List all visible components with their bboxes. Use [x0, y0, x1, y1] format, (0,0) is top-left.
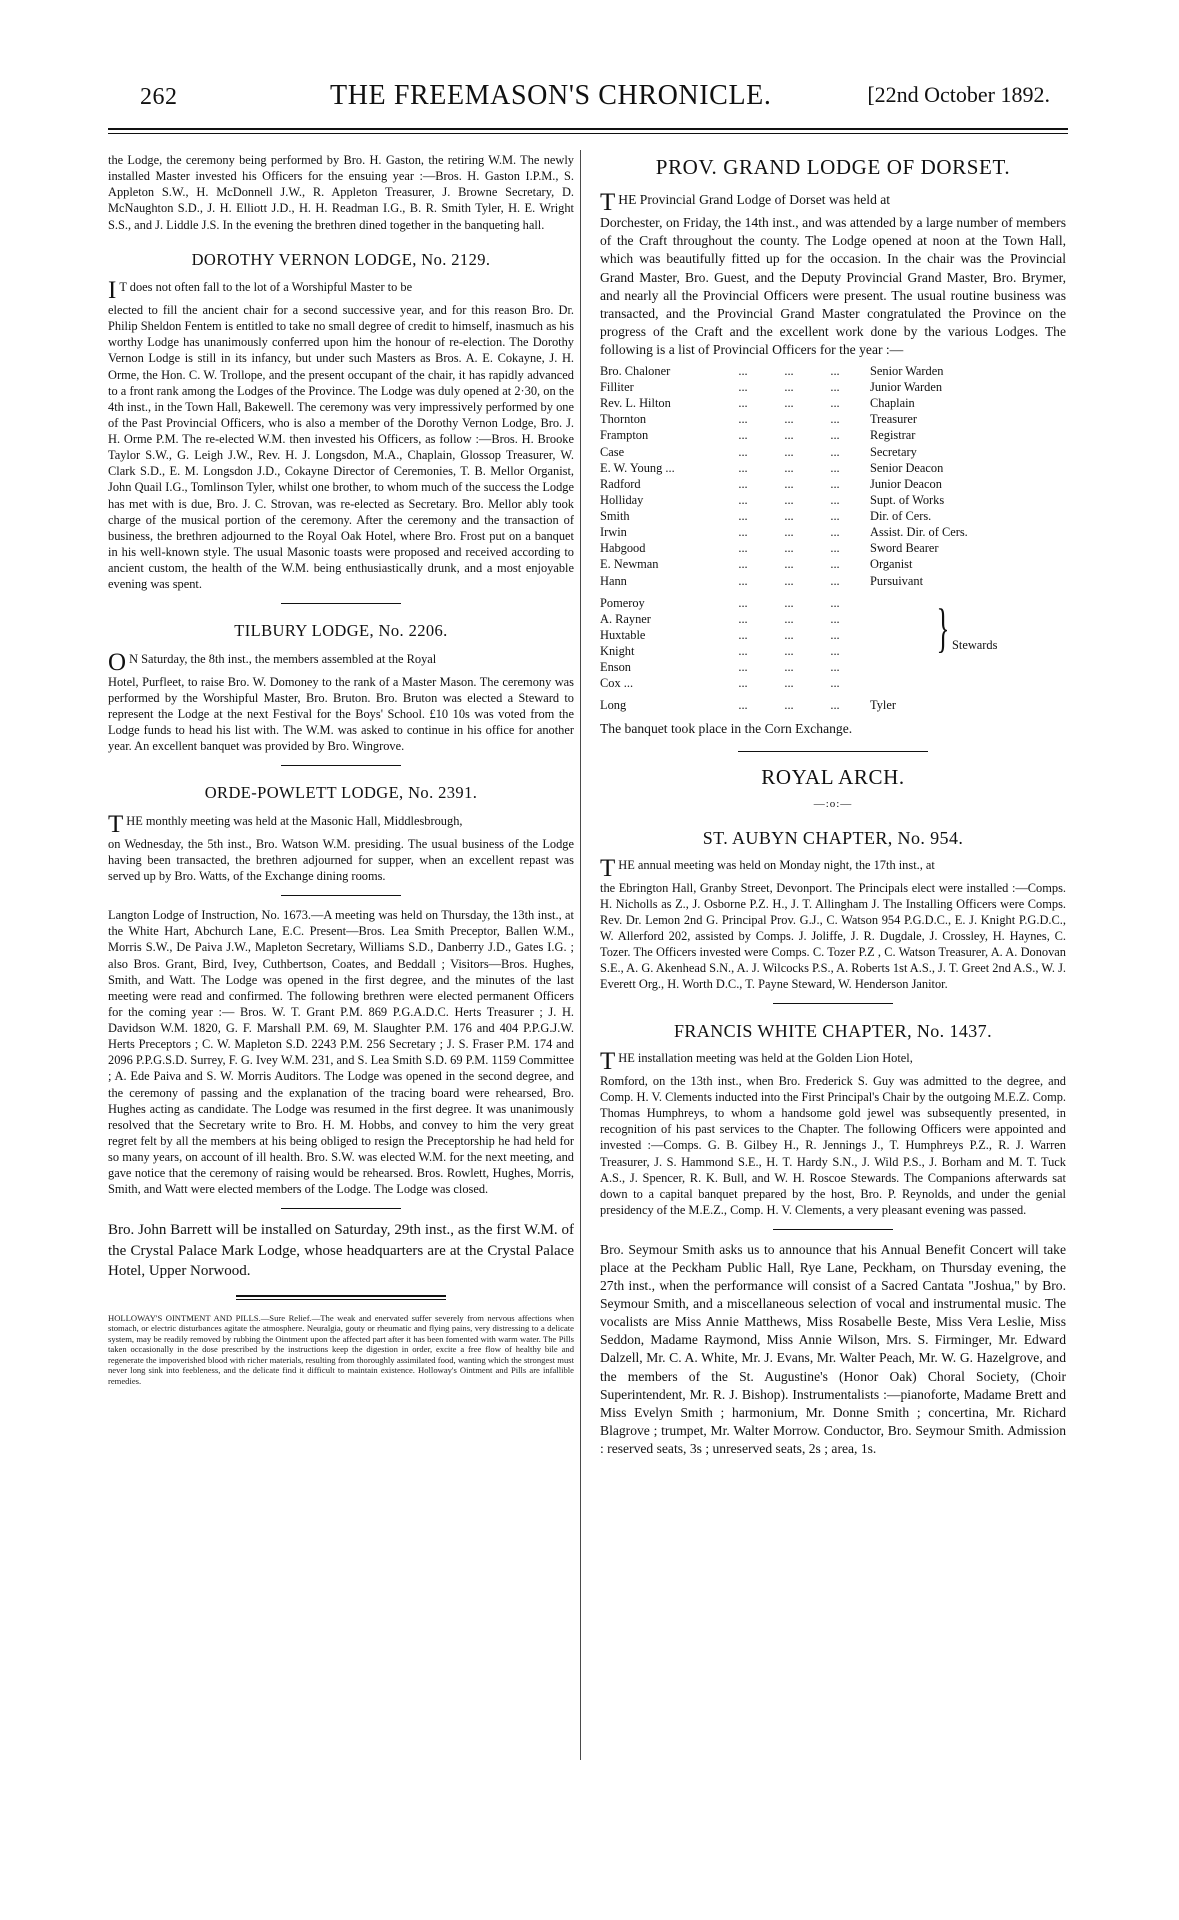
tyler-table [600, 697, 1066, 713]
section-divider [281, 765, 401, 766]
section-divider [281, 603, 401, 604]
section-heading-francis-white-chapter: FRANCIS WHITE CHAPTER, No. 1437. [674, 1021, 992, 1042]
dots: ... [784, 428, 794, 443]
dots: ... [830, 644, 840, 659]
drop-cap: T [108, 810, 124, 838]
dots: ... [784, 698, 794, 713]
officer-name: E. Newman [600, 557, 659, 572]
drop-cap: T [600, 189, 616, 217]
dots: ... [738, 595, 748, 610]
dots: ... [784, 611, 794, 626]
officer-role: Secretary [870, 444, 917, 459]
steward-brace: } [936, 597, 950, 658]
dots: ... [830, 460, 840, 475]
left-column [108, 152, 574, 1389]
officer-role: Organist [870, 557, 913, 572]
section-heading-orde-powlett: ORDE-POWLETT LODGE, No. 2391. [204, 783, 478, 803]
officer-role: Supt. of Works [870, 492, 945, 507]
dots: ... [784, 525, 794, 540]
dots: ... [738, 444, 748, 459]
dorothy-vernon-body: elected to fill the ancient chair for a second successive year, and for this reason Bro. Dr. Philip Sheldon Fentem is entitled to take no small degree of credit to himself, inasmuch as his worthy Lodge has unanimously conferred upon him the honour of re-election. The Dorothy Vernon Lodge is still in its infancy, but under such Masters as Bros. A. E. Cokayne, J. H. Orme, the Hon. C. W. Trollope, and the present occupant of the chair, it has rapidly advanced to a front rank among the Lodges of the Province. The Lodge was duly opened at 2·30, on the 4th inst., in the Town Hall, Bakewell. The ceremony was very impressively performed by one of the Past Provincial Officers, who is also a member of the Dorothy Vernon Lodge, Bro. J. H. Orme P.M. The re-elected W.M. then invested his Officers, as follow :—Bros. H. Brooke Taylor S.W., G. Leigh J.W., Rev. H. J. Longsdon, M.A., Chaplain, Glossop Treasurer, W. Clark S.D., E. M. Longsdon J.D., Cokayne Director of Ceremonies, T. B. Mellor Organist, John Quail I.G., Tomlinson Tyler, whilst one brother, to whom much of the success the Lodge has met with is due, Bro. J. C. Strovan, was re-elected as Secretary. Bro. Mellor ably took charge of the musical portion of the ceremony. After the ceremony and the transaction of business, the brethren adjourned to the Royal Oak Hotel, where Bro. Frost put on a banquet in his well-known style. The usual Masonic toasts were proposed and received according to ancient custom, the health of the W.M. being enthusiastically drunk, and a most enjoyable evening was spent. [108, 303, 574, 592]
steward-name: Pomeroy [600, 595, 645, 610]
dots: ... [738, 509, 748, 524]
brace-part [858, 659, 1066, 675]
advert-body: —Sure Relief.—The weak and enervated suffer severely from nervous affections when stomach, or electric disturbances agitate the atmosphere. Neuralgia, gouty or rheumatic and flying pains, very distressing to a delicate system, may be readily removed by rubbing the Ointment upon the affected part after it has been fomented with warm water. The Pills taken occasionally in the dose prescribed by the instructions keep the digestion in order, excite a free flow of healthy bile and regenerate the impoverished blood with richer materials, resulting from thoroughly assimilated food, wanting which the strongest must never long sink into feebleness, and the delicate find it difficult to maintain existence. Holloway's Ointment and Pills are infallible remedies. [108, 1312, 574, 1386]
dots: ... [784, 627, 794, 642]
officer-role: Sword Bearer [870, 541, 939, 556]
dots: ... [738, 363, 748, 378]
section-heading-st-aubyn-chapter: ST. AUBYN CHAPTER, No. 954. [702, 828, 964, 849]
officer-name: Rev. L. Hilton [600, 396, 671, 411]
officer-name: Hann [600, 573, 627, 588]
opening-line: HE annual meeting was held on Monday night, the 17th inst., at [618, 857, 935, 872]
officer-name: Holliday [600, 492, 644, 507]
st-aubyn-body: the Ebrington Hall, Granby Street, Devonport. The Principals elect were installed :—Comps. H. Nicholls as Z., J. Osborne P.Z. H., J. T. Allingham J. The Installing Officers were Comps. Rev. Dr. Lemon 2nd G. Principal Prov. G.J., C. Watson 954 P.G.D.C., E. J. Knight P.G.D.C., W. Allerford 202, assisted by Comps. J. Joliffe, J. R. Dugdale, J. Crossley, H. Haynes, C. Tozer. The Officers invested were Comps. C. Tozer P.Z , C. Watson Treasurer, A. A. Donovan S.E., A. G. Akenhead S.N., A. J. Wilcocks P.S., A. Roberts 1st A.S., J. T. Greet 2nd A.S., W. J. Everett Org., H. Worth D.C., T. Payne Steward, W. Henderson Janitor. [600, 880, 1066, 992]
drop-cap: I [108, 277, 117, 305]
officer-role: Treasurer [870, 412, 918, 427]
dots: ... [738, 676, 748, 691]
dots: ... [784, 676, 794, 691]
dots: ... [738, 660, 748, 675]
officer-role: Dir. of Cers. [870, 509, 932, 524]
officer-role: Pursuivant [870, 573, 924, 588]
table-row [600, 444, 1066, 460]
dots: ... [738, 557, 748, 572]
officer-name: Case [600, 444, 625, 459]
table-row [600, 411, 1066, 427]
table-row [600, 573, 1066, 589]
langton-lodge-item [108, 907, 574, 1197]
orde-powlett-body: on Wednesday, the 5th inst., Bro. Watson W.M. presiding. The usual business of the Lodge having been transacted, the brethren adjourned for supper, when an excellent repast was served up by Bro. Watts, of the Exchange dining rooms. [108, 836, 574, 884]
dots: ... [738, 611, 748, 626]
brace-part [858, 611, 1066, 627]
dots: ... [738, 698, 748, 713]
holloway-advert [108, 1313, 574, 1386]
dots: ... [738, 541, 748, 556]
dots: ... [784, 444, 794, 459]
royal-arch-dash: —:o:— [813, 797, 853, 810]
officer-role: Senior Warden [870, 363, 944, 378]
dots: ... [830, 412, 840, 427]
dorset-officers-table [600, 363, 1066, 589]
opening-line: HE installation meeting was held at the Golden Lion Hotel, [618, 1050, 913, 1065]
dots: ... [830, 676, 840, 691]
section-divider [281, 895, 401, 896]
section-divider [281, 1208, 401, 1209]
tilbury-body: Hotel, Purfleet, to raise Bro. W. Domoney to the rank of a Master Mason. The ceremony was performed by the Worshipful Master, Bro. Bruton. Bro. Bruton was elected a Steward to represent the Lodge at the next Festival for the Boys' School. £10 10s was voted from the Lodge funds to head his list with. The W.M. was asked to continue in his office for another year. An excellent banquet was provided by Bro. Wingrove. [108, 674, 574, 754]
barrett-installation-note: Bro. John Barrett will be installed on Saturday, 29th inst., as the first W.M. of the Crystal Palace Mark Lodge, whose headquarters are at the Crystal Palace Hotel, Upper Norwood. [108, 1222, 574, 1279]
officer-role: Tyler [870, 698, 896, 713]
section-heading-tilbury: TILBURY LODGE, No. 2206. [234, 621, 448, 641]
section-divider [738, 751, 928, 752]
dots: ... [830, 660, 840, 675]
table-row [600, 659, 1066, 675]
dots: ... [784, 476, 794, 491]
officers-tbody [600, 363, 1066, 589]
francis-white-body: Romford, on the 13th inst., when Bro. Frederick S. Guy was admitted to the degree, and Comp. H. V. Clements inducted into the First Principal's Chair by the outgoing M.E.Z. Comp. Thomas Humphreys, to whom a handsome gold jewel was subsequently presented, in recognition of his past services to the Chapter. The following Officers were appointed and invested :—Comps. G. B. Gilbey H., R. Jennings J., T. Humphreys P.Z., R. J. Warren Treasurer, J. S. Hammond S.E., H. T. Hardy S.N., J. Wild P.S., J. Borham and M. T. Tuck A.S., J. Spencer, R. K. Bull, and W. H. Roscoe Stewards. The Companions afterwards sat down to a capital banquet prepared by the host, Bro. P. Reynolds, and under the genial presidency of the M.E.Z., Comp. H. V. Clements, a very pleasant evening was passed. [600, 1073, 1066, 1217]
opening-line: HE Provincial Grand Lodge of Dorset was held at [618, 192, 891, 208]
dorset-opening [600, 189, 1066, 217]
steward-name: A. Rayner [600, 611, 651, 626]
dots: ... [830, 509, 840, 524]
drop-cap: T [600, 1047, 616, 1075]
langton-body: —A meeting was held on Thursday, the 13th inst., at the White Hart, Abchurch Lane, E.C. Present—Bros. Lea Smith Preceptor, Ballen W.M., Morris S.W., De Paiva J.W., Mapleton Secretary, Williams S.D., Danberry J.D., Gates I.G. ; also Bros. Grant, Bird, Ivey, Cuthbertson, Coates, and Beddall ; Visitors—Bros. Hughes, Smith, and Watt. The Lodge was opened in the first degree, and the minutes of the last meeting were read and confirmed. The following brethren were elected permanent Officers for the coming year :— Bros. W. T. Grant P.M. 869 P.G.A.D.C. Herts Treasurer ; J. H. Davidson W.M. 1820, G. F. Marshall P.M. 69, M. Slaughter P.M. 176 and 404 P.P.G.J.W. Herts Preceptors ; C. W. Mapleton S.D. 2243 P.M. 256 Secretary ; J. S. Fraser P.M. 174 and 2096 P.P.G.S.D. Surrey, F. G. Ivey W.M. 231, and S. Lea Smith S.D. 69 P.M. 1159 Committee ; A. Ede Paiva and S. W. Morris Auditors. The Lodge was opened in the second degree, and the ceremony of passing and the explanation of the tracing board were rehearsed, Bro. Hughes acting as candidate. The Lodge was resumed in the first degree. It was unanimously resolved that the Secretary write to Bro. H. M. Hobbs, and convey to him the very great regret felt by all the members at his being obliged to resign the Preceptorship he had held for so many years, on account of ill health. Bro. S.W. was elected W.M. for the next meeting, and gave notice that the ceremony of raising would be rehearsed. Bros. Rowlett, Hughes, Morris, Smith, and Watt were elected members of the Lodge. The Lodge was closed. [108, 908, 574, 1197]
dorset-closing: The banquet took place in the Corn Exchange. [600, 720, 853, 736]
steward-name: Huxtable [600, 627, 646, 642]
officer-role: Assist. Dir. of Cers. [870, 525, 968, 540]
table-row [600, 427, 1066, 443]
dots: ... [784, 396, 794, 411]
table-row [600, 476, 1066, 492]
table-row [600, 492, 1066, 508]
orde-powlett-opening [108, 810, 574, 838]
steward-name: Enson [600, 660, 631, 675]
dots: ... [784, 380, 794, 395]
masthead-rule [108, 128, 1068, 134]
dots: ... [784, 541, 794, 556]
officer-role: Chaplain [870, 396, 915, 411]
dots: ... [738, 573, 748, 588]
st-aubyn-opening [600, 854, 1066, 882]
table-row [600, 379, 1066, 395]
dots: ... [830, 525, 840, 540]
opening-line: HE monthly meeting was held at the Masonic Hall, Middlesbrough, [126, 813, 463, 828]
dots: ... [830, 476, 840, 491]
officer-name: Habgood [600, 541, 646, 556]
table-row [600, 697, 1066, 713]
stewards-label: Stewards [952, 637, 998, 652]
opening-line: N Saturday, the 8th inst., the members assembled at the Royal [129, 651, 437, 666]
officer-name: E. W. Young ... [600, 460, 675, 475]
drop-cap: T [600, 854, 616, 882]
dots: ... [784, 660, 794, 675]
drop-cap: O [108, 648, 127, 676]
table-row [600, 395, 1066, 411]
dots: ... [830, 380, 840, 395]
dorothy-vernon-opening [108, 277, 574, 305]
officer-role: Registrar [870, 428, 916, 443]
officer-role: Junior Deacon [870, 476, 942, 491]
dots: ... [784, 412, 794, 427]
table-row [600, 363, 1066, 379]
table-row [600, 508, 1066, 524]
advert-lead: HOLLOWAY'S OINTMENT AND PILLS. [108, 1312, 261, 1323]
officer-name: Thornton [600, 412, 647, 427]
dots: ... [738, 644, 748, 659]
officer-role: Junior Warden [870, 380, 943, 395]
table-row [600, 675, 1066, 691]
dots: ... [830, 627, 840, 642]
publication-title: THE FREEMASON'S CHRONICLE. [330, 80, 772, 111]
dots: ... [830, 595, 840, 610]
officer-role: Senior Deacon [870, 460, 944, 475]
steward-name: Cox ... [600, 676, 634, 691]
officer-name: Smith [600, 509, 630, 524]
officer-name: Radford [600, 476, 641, 491]
dots: ... [738, 380, 748, 395]
right-column [600, 152, 1066, 1461]
dots: ... [830, 428, 840, 443]
tilbury-opening [108, 648, 574, 676]
dots: ... [830, 444, 840, 459]
dots: ... [784, 509, 794, 524]
section-divider [773, 1229, 893, 1230]
table-row [600, 556, 1066, 572]
dots: ... [830, 698, 840, 713]
dots: ... [830, 363, 840, 378]
brace-part [858, 675, 1066, 691]
dots: ... [830, 492, 840, 507]
officer-name: Long [600, 698, 627, 713]
table-row [600, 540, 1066, 556]
seymour-smith-concert-note: Bro. Seymour Smith asks us to announce that his Annual Benefit Concert will take place at the Peckham Public Hall, Rye Lane, Peckham, on Thursday evening, the 27th inst., when the performance will consist of a Sacred Cantata "Joshua," by Bro. Seymour Smith, and a miscellaneous selection of vocal and instrumental music. The vocalists are Miss Annie Matthews, Miss Rosabelle Beste, Miss Vera Leslie, Miss Seddon, Madame Raymond, Miss Annie Wilson, Mrs. S. Firminger, Mr. Edward Dalzell, Mr. C. A. White, Mr. J. Evans, Mr. Walter Peach, Mr. W. G. Hazelgrove, and the members of the St. Augustine's (Honor Oak) Choral Society, (Choir Superintendent, Mr. R. J. Bishop). Instrumentalists :—pianoforte, Madame Brett and Miss Evelyn Smith ; harmonium, Mr. Donne Smith ; concertina, Mr. Richard Blagrove ; trumpet, Mr. Walter Morrow. Conductor, Bro. Seymour Smith. Admission : reserved seats, 3s ; unreserved seats, 2s ; area, 1s. [600, 1242, 1066, 1456]
section-heading-dorothy-vernon: DOROTHY VERNON LODGE, No. 2129. [191, 249, 491, 269]
langton-title: Langton Lodge of Instruction, No. 1673. [108, 908, 312, 923]
steward-name: Knight [600, 644, 635, 659]
officer-name: Frampton [600, 428, 649, 443]
dots: ... [784, 573, 794, 588]
dots: ... [830, 541, 840, 556]
dots: ... [830, 611, 840, 626]
dots: ... [738, 492, 748, 507]
dots: ... [784, 492, 794, 507]
dots: ... [738, 428, 748, 443]
dots: ... [784, 460, 794, 475]
dots: ... [738, 627, 748, 642]
continued-paragraph: the Lodge, the ceremony being performed by Bro. H. Gaston, the retiring W.M. The newly installed Master invested his Officers for the ensuing year :—Bros. H. Gaston I.P.M., S. Appleton S.W., H. McDonnell J.W., R. Appleton Treasurer, J. Browne Secretary, D. McNaughton S.D., J. H. Elliott J.D., H. H. Readman I.G., B. R. Smith Tyler, H. E. Wright S.S., and J. Liddle J.S. In the evening the brethren dined together in the banqueting hall. [108, 153, 574, 232]
dots: ... [738, 412, 748, 427]
dots: ... [830, 557, 840, 572]
brace-part [858, 595, 1066, 611]
dots: ... [738, 525, 748, 540]
table-row [600, 524, 1066, 540]
dots: ... [784, 557, 794, 572]
dots: ... [738, 460, 748, 475]
dots: ... [784, 644, 794, 659]
advert-divider [236, 1295, 446, 1300]
page-number: 262 [140, 84, 178, 110]
dots: ... [830, 396, 840, 411]
section-heading-royal-arch: ROYAL ARCH. [761, 764, 905, 789]
masthead [100, 80, 1060, 126]
opening-line: T does not often fall to the lot of a Worshipful Master to be [119, 280, 413, 295]
table-row [600, 595, 1066, 611]
column-divider [580, 150, 581, 1760]
stewards-group [600, 595, 1066, 692]
section-divider [773, 1003, 893, 1004]
issue-date: [22nd October 1892. [867, 82, 1050, 107]
officer-name: Filliter [600, 380, 634, 395]
tyler-tbody [600, 697, 1066, 713]
officer-name: Irwin [600, 525, 627, 540]
dots: ... [738, 396, 748, 411]
table-row [600, 611, 1066, 627]
dorset-body: Dorchester, on Friday, the 14th inst., and was attended by a large number of members of the Craft throughout the county. The Lodge opened at noon at the Town Hall, which was beautifully fitted up for the occasion. In the chair was the Provincial Grand Master, Bro. Guest, and the Deputy Provincial Grand Master, Bro. Brymer, and nearly all the Provincial Officers were present. The usual routine business was transacted, and the Provincial Grand Master congratulated the Province on the progress of the Craft and the excellent work done by the various Lodges. The following is a list of Provincial Officers for the year :— [600, 215, 1066, 357]
dots: ... [738, 476, 748, 491]
francis-white-opening [600, 1047, 1066, 1075]
dots: ... [784, 595, 794, 610]
section-heading-prov-grand-lodge-dorset: PROV. GRAND LODGE OF DORSET. [655, 155, 1011, 179]
dots: ... [830, 573, 840, 588]
table-row [600, 460, 1066, 476]
officer-name: Bro. Chaloner [600, 363, 671, 378]
dots: ... [784, 363, 794, 378]
